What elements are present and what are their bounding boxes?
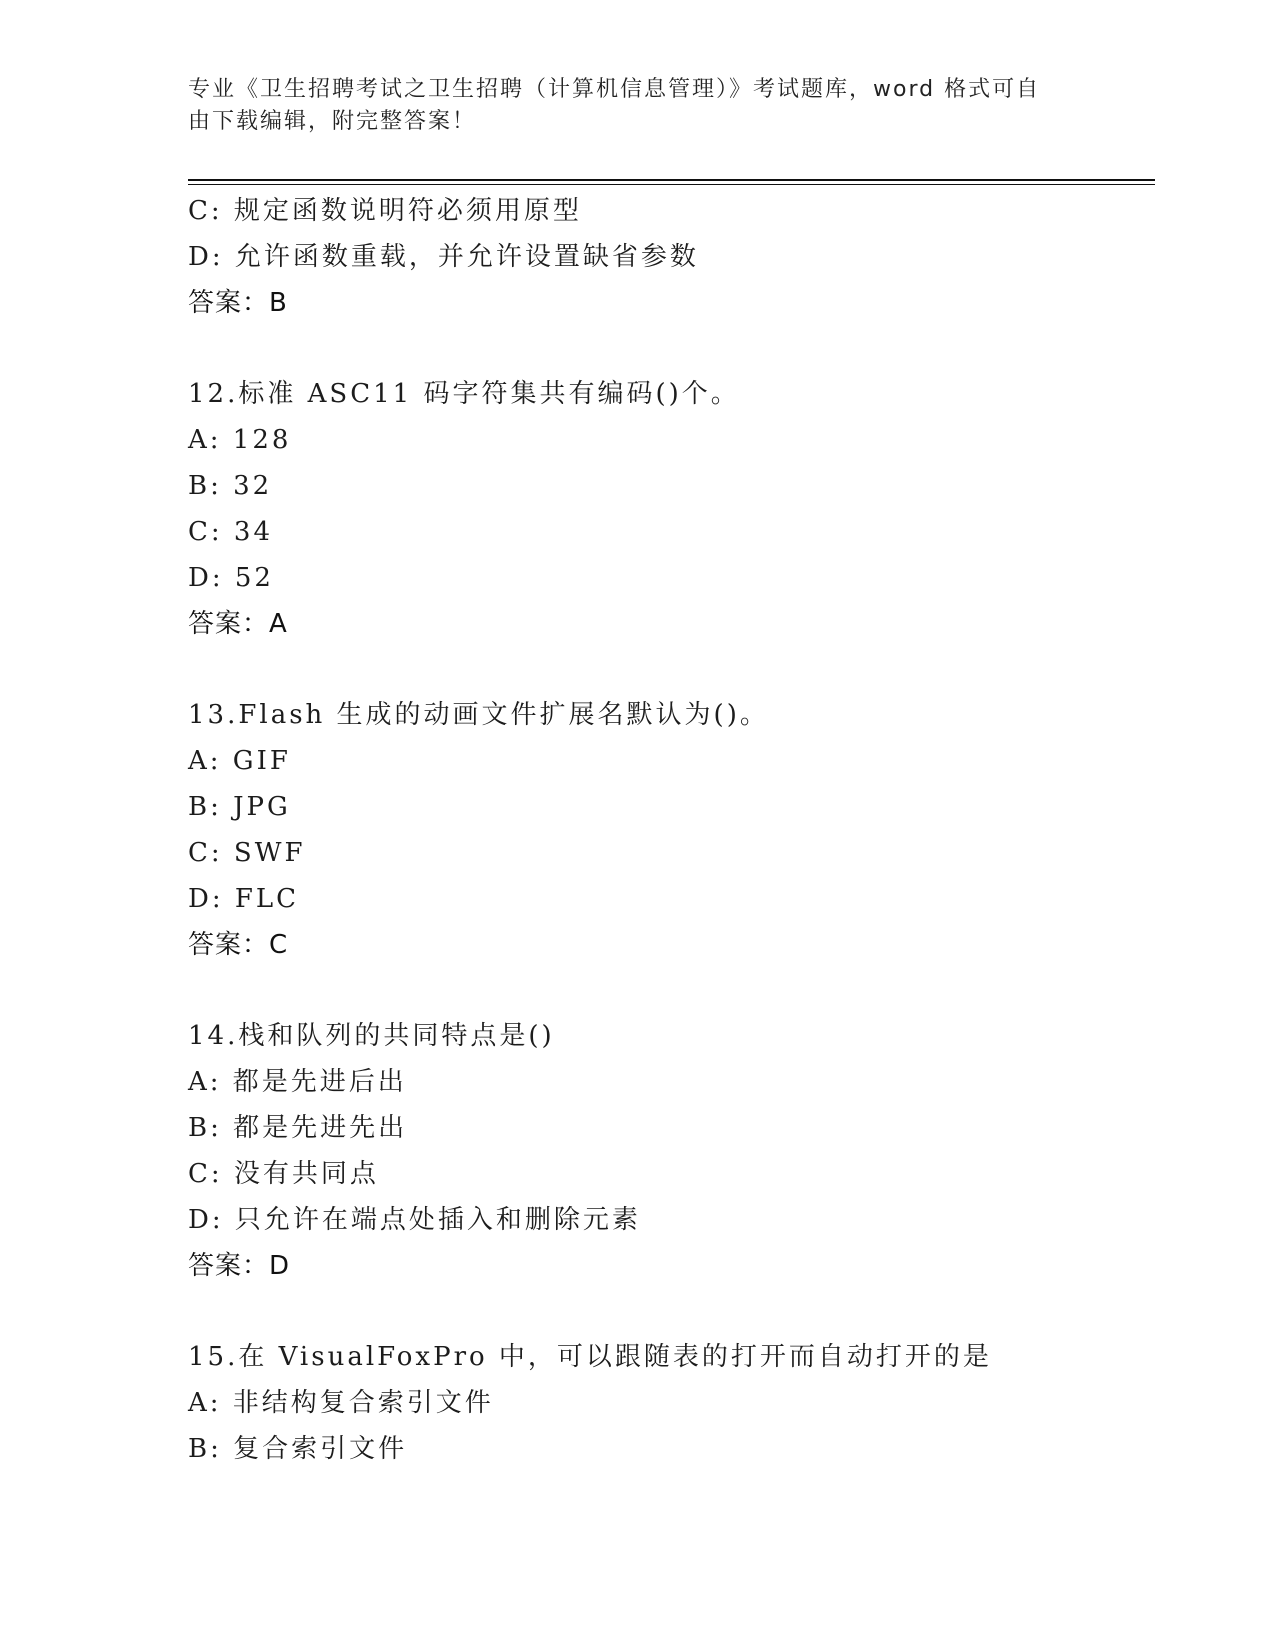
spacer [188, 968, 1148, 1013]
question-stem: 13.Flash 生成的动画文件扩展名默认为()。 [188, 700, 769, 730]
option-d: D: 52 [188, 563, 274, 593]
option-c: C: 没有共同点 [188, 1159, 379, 1189]
spacer [188, 1289, 1148, 1334]
question-stem: 12.标准 ASC11 码字符集共有编码()个。 [188, 379, 740, 409]
option-a: A: 都是先进后出 [188, 1067, 407, 1097]
header-divider-bottom [188, 184, 1155, 185]
question-stem: 14.栈和队列的共同特点是() [188, 1021, 555, 1051]
option-d: D: FLC [188, 884, 300, 914]
option-b: B: 复合索引文件 [188, 1434, 408, 1464]
option-c: C: 规定函数说明符必须用原型 [188, 196, 582, 226]
answer-line: 答案：A [188, 609, 288, 639]
spacer [188, 326, 1148, 371]
question-11-continuation [188, 188, 1148, 326]
answer-line: 答案：C [188, 930, 289, 960]
header-line-1: 专业《卫生招聘考试之卫生招聘（计算机信息管理）》考试题库，word 格式可自 [188, 77, 1041, 102]
question-15 [188, 1334, 1148, 1472]
document-header [188, 74, 1088, 138]
question-13 [188, 692, 1148, 968]
question-stem: 15.在 VisualFoxPro 中，可以跟随表的打开而自动打开的是 [188, 1342, 992, 1372]
question-list [188, 188, 1148, 1472]
option-a: A: 128 [188, 425, 292, 455]
header-line-2: 由下载编辑，附完整答案！ [188, 109, 477, 134]
option-c: C: 34 [188, 517, 274, 547]
answer-line: 答案：B [188, 288, 288, 318]
option-b: B: 32 [188, 471, 273, 501]
question-14 [188, 1013, 1148, 1289]
option-b: B: JPG [188, 792, 291, 822]
option-c: C: SWF [188, 838, 306, 868]
option-a: A: 非结构复合索引文件 [188, 1388, 494, 1418]
option-b: B: 都是先进先出 [188, 1113, 408, 1143]
answer-line: 答案：D [188, 1251, 291, 1281]
option-a: A: GIF [188, 746, 291, 776]
question-12 [188, 371, 1148, 647]
option-d: D: 只允许在端点处插入和删除元素 [188, 1205, 641, 1235]
spacer [188, 647, 1148, 692]
option-d: D: 允许函数重载，并允许设置缺省参数 [188, 242, 699, 272]
header-divider-top [188, 179, 1155, 181]
